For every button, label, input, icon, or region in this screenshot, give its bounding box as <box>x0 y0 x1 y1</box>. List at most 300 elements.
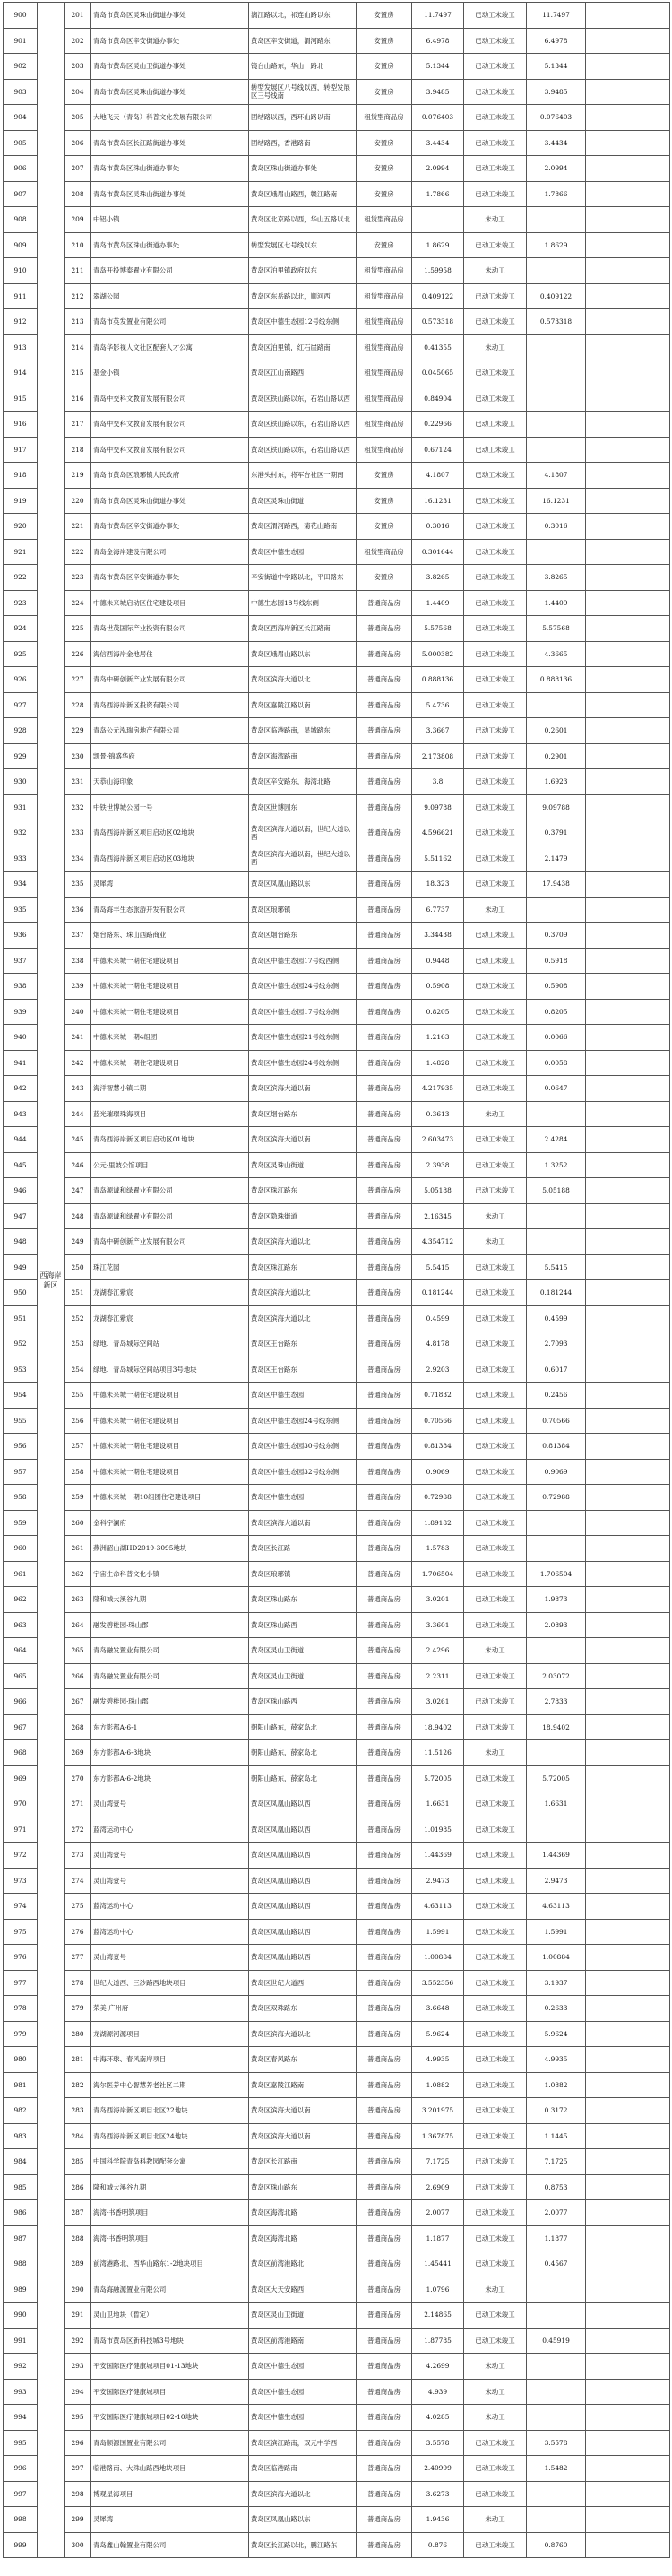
project-name: 龙湖春江紫宸 <box>91 1280 249 1306</box>
table-row <box>4 1638 670 1664</box>
project-name: 青岛市黄岛区灵珠山街道办事处 <box>91 3 249 29</box>
completed-area <box>527 386 586 412</box>
housing-type: 普通商品房 <box>357 616 412 642</box>
table-row <box>4 1561 670 1587</box>
project-name: 青岛中交科文教育发展有限公司 <box>91 412 249 438</box>
area-value: 4.596621 <box>412 820 464 846</box>
project-number: 281 <box>65 2047 91 2073</box>
project-location: 黄岛区琅琊镇 <box>249 897 357 923</box>
status: 已动工未竣工 <box>464 539 527 565</box>
completed-area: 2.1479 <box>527 846 586 872</box>
project-location: 黄岛区凤凰山路以东 <box>249 872 357 898</box>
table-row <box>4 2507 670 2533</box>
project-number: 251 <box>65 1280 91 1306</box>
project-name: 中德未来城一期住宅建设项目 <box>91 999 249 1025</box>
table-row <box>4 2405 670 2431</box>
extra-col <box>586 1485 670 1511</box>
extra-col <box>586 2021 670 2047</box>
project-number: 259 <box>65 1485 91 1511</box>
project-name: 中铝小镇 <box>91 207 249 233</box>
status: 已动工未竣工 <box>464 820 527 846</box>
completed-area <box>527 2405 586 2431</box>
housing-type: 普通商品房 <box>357 1101 412 1127</box>
table-row <box>4 2481 670 2507</box>
completed-area: 0.6017 <box>527 1357 586 1383</box>
project-number: 258 <box>65 1459 91 1485</box>
row-number: 965 <box>4 1663 38 1689</box>
status: 已动工未竣工 <box>464 1459 527 1485</box>
project-name: 青岛源诚和绿置业有限公司 <box>91 1178 249 1204</box>
project-name: 基金小镇 <box>91 360 249 386</box>
table-row <box>4 105 670 131</box>
project-number: 264 <box>65 1612 91 1638</box>
row-number: 933 <box>4 846 38 872</box>
status: 已动工未竣工 <box>464 181 527 207</box>
project-name: 海尔医养中心智慧养老社区二期 <box>91 2072 249 2098</box>
status: 已动工未竣工 <box>464 2225 527 2251</box>
extra-col <box>586 616 670 642</box>
table-row <box>4 2225 670 2251</box>
completed-area: 1.5991 <box>527 1919 586 1945</box>
housing-type: 普通商品房 <box>357 1178 412 1204</box>
area-value: 11.5126 <box>412 1740 464 1766</box>
status: 未动工 <box>464 1229 527 1255</box>
project-name: 龙湖春江紫宸 <box>91 1305 249 1331</box>
table-row <box>4 3 670 29</box>
project-number: 236 <box>65 897 91 923</box>
housing-type: 租赁型商品房 <box>357 258 412 284</box>
completed-area: 1.8629 <box>527 232 586 258</box>
table-row <box>4 1383 670 1409</box>
extra-col <box>586 2072 670 2098</box>
row-number: 904 <box>4 105 38 131</box>
project-number: 241 <box>65 1025 91 1051</box>
project-location: 黄岛区滨海大道以南 <box>249 2123 357 2149</box>
project-location: 黄岛区中德生态园 <box>249 2379 357 2405</box>
extra-col <box>586 1970 670 1996</box>
area-value: 0.573318 <box>412 309 464 335</box>
table-row <box>4 1536 670 1562</box>
housing-type: 普通商品房 <box>357 2200 412 2226</box>
table-row <box>4 2328 670 2354</box>
row-number: 970 <box>4 1791 38 1817</box>
status: 已动工未竣工 <box>464 1996 527 2022</box>
row-number: 975 <box>4 1919 38 1945</box>
extra-col <box>586 3 670 29</box>
row-number: 956 <box>4 1434 38 1460</box>
area-value: 0.71832 <box>412 1383 464 1409</box>
project-location: 黄岛区滨海大道以北 <box>249 1280 357 1306</box>
project-name: 青岛西海岸新区项目启动区02地块 <box>91 820 249 846</box>
project-location: 黄岛区东岳路以北，顺河西 <box>249 283 357 309</box>
area-value: 0.81384 <box>412 1434 464 1460</box>
project-number: 255 <box>65 1383 91 1409</box>
area-value: 3.201975 <box>412 2098 464 2124</box>
table-row <box>4 2379 670 2405</box>
extra-col <box>586 692 670 718</box>
project-location: 黄岛区中德生态园24号线东侧 <box>249 974 357 1000</box>
area-value: 3.0201 <box>412 1587 464 1613</box>
row-number: 922 <box>4 565 38 591</box>
housing-type: 普通商品房 <box>357 1025 412 1051</box>
project-number: 224 <box>65 590 91 616</box>
row-number: 913 <box>4 334 38 360</box>
table-row <box>4 2277 670 2303</box>
project-number: 210 <box>65 232 91 258</box>
row-number: 901 <box>4 28 38 54</box>
row-number: 986 <box>4 2200 38 2226</box>
project-location: 黄岛区前湾港路南 <box>249 2328 357 2354</box>
project-number: 213 <box>65 309 91 335</box>
project-name: 青岛市黄岛区灵珠山街道办事处 <box>91 181 249 207</box>
completed-area <box>527 1740 586 1766</box>
project-number: 268 <box>65 1714 91 1740</box>
row-number: 958 <box>4 1485 38 1511</box>
project-name: 青岛中研创新产业发展有限公司 <box>91 667 249 693</box>
area-value: 0.67124 <box>412 437 464 463</box>
project-number: 289 <box>65 2251 91 2277</box>
completed-area: 5.1344 <box>527 54 586 80</box>
completed-area: 9.09788 <box>527 794 586 820</box>
status: 未动工 <box>464 207 527 233</box>
status: 已动工未竣工 <box>464 488 527 514</box>
project-location: 黄岛区滨海大道以北 <box>249 1229 357 1255</box>
row-number: 935 <box>4 897 38 923</box>
housing-type: 普通商品房 <box>357 1765 412 1791</box>
extra-col <box>586 54 670 80</box>
project-location: 黄岛区凤凰山路以东 <box>249 2507 357 2533</box>
status: 未动工 <box>464 1740 527 1766</box>
row-number: 944 <box>4 1127 38 1153</box>
area-value: 0.22966 <box>412 412 464 438</box>
row-number: 976 <box>4 1945 38 1971</box>
project-name: 隆和城大溪谷九期 <box>91 2174 249 2200</box>
completed-area: 1.1445 <box>527 2123 586 2149</box>
area-value: 1.8629 <box>412 232 464 258</box>
status: 已动工未竣工 <box>464 846 527 872</box>
extra-col <box>586 1536 670 1562</box>
status: 已动工未竣工 <box>464 2251 527 2277</box>
completed-area: 4.1807 <box>527 463 586 489</box>
table-row <box>4 539 670 565</box>
area-value: 3.8 <box>412 769 464 795</box>
project-name: 青岛华影视人文社区配套人才公寓 <box>91 334 249 360</box>
project-location: 黄岛区渭河路西，菊花山路南 <box>249 514 357 540</box>
completed-area: 0.3172 <box>527 2098 586 2124</box>
housing-type: 普通商品房 <box>357 1663 412 1689</box>
row-number: 948 <box>4 1229 38 1255</box>
project-number: 207 <box>65 156 91 182</box>
project-location: 黄岛区隐珠街道 <box>249 1203 357 1229</box>
status: 已动工未竣工 <box>464 1357 527 1383</box>
row-number: 973 <box>4 1868 38 1894</box>
project-name: 东方影都A-6-2地块 <box>91 1765 249 1791</box>
table-row <box>4 974 670 1000</box>
status: 已动工未竣工 <box>464 1714 527 1740</box>
table-row <box>4 488 670 514</box>
extra-col <box>586 1843 670 1869</box>
status: 已动工未竣工 <box>464 769 527 795</box>
table-row <box>4 1817 670 1843</box>
status: 已动工未竣工 <box>464 718 527 744</box>
project-location: 黄岛区烟台路东 <box>249 923 357 949</box>
project-location: 黄岛区中德生态园21号线东侧 <box>249 1025 357 1051</box>
row-number: 937 <box>4 948 38 974</box>
completed-area <box>527 412 586 438</box>
project-location: 黄岛区中德生态园 <box>249 539 357 565</box>
project-number: 291 <box>65 2303 91 2329</box>
row-number: 905 <box>4 130 38 156</box>
project-location: 黄岛区春风路东 <box>249 2047 357 2073</box>
completed-area: 0.81384 <box>527 1434 586 1460</box>
project-number: 228 <box>65 692 91 718</box>
extra-col <box>586 1689 670 1715</box>
row-number: 999 <box>4 2532 38 2558</box>
row-number: 928 <box>4 718 38 744</box>
completed-area: 1.6631 <box>527 1791 586 1817</box>
completed-area: 3.1937 <box>527 1970 586 1996</box>
project-name: 中德未来城一期住宅建设项目 <box>91 974 249 1000</box>
project-number: 277 <box>65 1945 91 1971</box>
project-number: 222 <box>65 539 91 565</box>
area-value: 2.0077 <box>412 2200 464 2226</box>
completed-area <box>527 1536 586 1562</box>
housing-type: 普通商品房 <box>357 1127 412 1153</box>
housing-type: 安置房 <box>357 3 412 29</box>
completed-area: 1.706504 <box>527 1561 586 1587</box>
project-name: 灵犀湾 <box>91 872 249 898</box>
housing-type: 普通商品房 <box>357 2098 412 2124</box>
area-value: 5.05188 <box>412 1178 464 1204</box>
project-name: 天恭山海印象 <box>91 769 249 795</box>
table-row <box>4 2149 670 2175</box>
project-name: 平安国际医疗健康城项目 <box>91 2379 249 2405</box>
row-number: 962 <box>4 1587 38 1613</box>
completed-area: 1.3252 <box>527 1152 586 1178</box>
housing-type: 普通商品房 <box>357 692 412 718</box>
housing-type: 租赁型商品房 <box>357 334 412 360</box>
housing-type: 普通商品房 <box>357 2354 412 2380</box>
project-number: 292 <box>65 2328 91 2354</box>
area-value: 0.84904 <box>412 386 464 412</box>
extra-col <box>586 2098 670 2124</box>
project-location: 黄岛区灵珠山街道 <box>249 488 357 514</box>
extra-col <box>586 1127 670 1153</box>
housing-type: 普通商品房 <box>357 1536 412 1562</box>
extra-col <box>586 565 670 591</box>
table-row <box>4 872 670 898</box>
status: 已动工未竣工 <box>464 2072 527 2098</box>
completed-area: 0.5918 <box>527 948 586 974</box>
project-name: 海洋智慧小镇二期 <box>91 1076 249 1102</box>
project-number: 235 <box>65 872 91 898</box>
project-location: 黄岛区嘉陵江路南 <box>249 2072 357 2098</box>
status: 已动工未竣工 <box>464 309 527 335</box>
completed-area: 2.0893 <box>527 1612 586 1638</box>
area-value: 5.9624 <box>412 2021 464 2047</box>
status: 已动工未竣工 <box>464 79 527 105</box>
area-value: 4.2699 <box>412 2354 464 2380</box>
table-row <box>4 820 670 846</box>
area-value: 4.63113 <box>412 1894 464 1920</box>
completed-area: 0.0647 <box>527 1076 586 1102</box>
project-location: 黄岛区滨海大道以北 <box>249 2021 357 2047</box>
housing-type: 普通商品房 <box>357 820 412 846</box>
status: 已动工未竣工 <box>464 974 527 1000</box>
extra-col <box>586 1152 670 1178</box>
project-number: 208 <box>65 181 91 207</box>
housing-type: 普通商品房 <box>357 1919 412 1945</box>
housing-type: 普通商品房 <box>357 1305 412 1331</box>
project-name: 灵山湾壹号 <box>91 1843 249 1869</box>
project-name: 东方影都A-6-3地块 <box>91 1740 249 1766</box>
project-name: 平安国际医疗健康城项目02-10地块 <box>91 2405 249 2431</box>
project-name: 青岛市黄岛区珠山街道办事处 <box>91 232 249 258</box>
project-number: 204 <box>65 79 91 105</box>
row-number: 949 <box>4 1254 38 1280</box>
row-number: 950 <box>4 1280 38 1306</box>
extra-col <box>586 1868 670 1894</box>
project-name: 青岛中交科文教育发展有限公司 <box>91 437 249 463</box>
project-number: 287 <box>65 2200 91 2226</box>
area-value: 0.876 <box>412 2532 464 2558</box>
status: 已动工未竣工 <box>464 232 527 258</box>
project-number: 272 <box>65 1817 91 1843</box>
project-location: 黄岛区临港路南 <box>249 2456 357 2482</box>
housing-type: 安置房 <box>357 54 412 80</box>
project-name: 燕洲韶山湖HD2019-3095地块 <box>91 1536 249 1562</box>
project-location: 黄岛区海湾北路 <box>249 2200 357 2226</box>
area-value: 3.3667 <box>412 718 464 744</box>
area-value: 4.939 <box>412 2379 464 2405</box>
project-name: 龙湖源河源项目 <box>91 2021 249 2047</box>
project-number: 276 <box>65 1919 91 1945</box>
project-number: 226 <box>65 641 91 667</box>
project-name: 临港路南、大珠山路西地块项目 <box>91 2456 249 2482</box>
extra-col <box>586 1587 670 1613</box>
project-location: 黄岛区珠山路西 <box>249 1689 357 1715</box>
project-name: 中德未来城一期住宅建设项目 <box>91 948 249 974</box>
project-location: 黄岛区峨眉山路西，赣江路南 <box>249 181 357 207</box>
project-location: 黄岛区烟台路东 <box>249 1101 357 1127</box>
row-number: 903 <box>4 79 38 105</box>
project-location: 黄岛区长江路以北，鹏江路东 <box>249 2532 357 2558</box>
row-number: 910 <box>4 258 38 284</box>
table-row <box>4 437 670 463</box>
status: 已动工未竣工 <box>464 1561 527 1587</box>
status: 已动工未竣工 <box>464 1663 527 1689</box>
table-row <box>4 1612 670 1638</box>
status: 未动工 <box>464 1638 527 1664</box>
project-location: 黄岛区滨海大道以南 <box>249 1076 357 1102</box>
project-location: 转型发展区八号线以西，转型发展区三号线南 <box>249 79 357 105</box>
row-number: 900 <box>4 3 38 29</box>
area-value: 5.000382 <box>412 641 464 667</box>
extra-col <box>586 1357 670 1383</box>
project-number: 214 <box>65 334 91 360</box>
completed-area: 3.8265 <box>527 565 586 591</box>
housing-type: 安置房 <box>357 232 412 258</box>
project-name: 中德未来城一期住宅建设项目 <box>91 1434 249 1460</box>
row-number: 912 <box>4 309 38 335</box>
row-number: 957 <box>4 1459 38 1485</box>
project-name: 金科宇澜府 <box>91 1510 249 1536</box>
project-name: 融发碧桂园·珠山郡 <box>91 1689 249 1715</box>
table-row <box>4 1996 670 2022</box>
housing-type: 安置房 <box>357 565 412 591</box>
completed-area: 2.7833 <box>527 1689 586 1715</box>
status: 已动工未竣工 <box>464 1331 527 1357</box>
completed-area: 0.8760 <box>527 2532 586 2558</box>
status: 已动工未竣工 <box>464 386 527 412</box>
row-number: 907 <box>4 181 38 207</box>
completed-area: 1.00884 <box>527 1945 586 1971</box>
housing-type: 普通商品房 <box>357 1561 412 1587</box>
extra-col <box>586 897 670 923</box>
completed-area <box>527 258 586 284</box>
project-location: 黄岛区滨海大道以北 <box>249 667 357 693</box>
project-number: 248 <box>65 1203 91 1229</box>
extra-col <box>586 820 670 846</box>
status: 已动工未竣工 <box>464 3 527 29</box>
project-number: 202 <box>65 28 91 54</box>
project-number: 219 <box>65 463 91 489</box>
project-number: 288 <box>65 2225 91 2251</box>
housing-type: 安置房 <box>357 181 412 207</box>
status: 已动工未竣工 <box>464 1536 527 1562</box>
area-value: 5.1344 <box>412 54 464 80</box>
area-value: 2.14865 <box>412 2303 464 2329</box>
project-location: 黄岛区珠江路东 <box>249 1254 357 1280</box>
extra-col <box>586 1331 670 1357</box>
project-name: 青岛金海岸建设有限公司 <box>91 539 249 565</box>
row-number: 939 <box>4 999 38 1025</box>
completed-area <box>527 1638 586 1664</box>
housing-type: 普通商品房 <box>357 1587 412 1613</box>
table-row <box>4 948 670 974</box>
project-number: 218 <box>65 437 91 463</box>
table-row <box>4 1791 670 1817</box>
completed-area <box>527 897 586 923</box>
housing-type: 普通商品房 <box>357 1357 412 1383</box>
project-number: 290 <box>65 2277 91 2303</box>
project-name: 平安国际医疗健康城项目01-13地块 <box>91 2354 249 2380</box>
status: 已动工未竣工 <box>464 2430 527 2456</box>
housing-type: 普通商品房 <box>357 1331 412 1357</box>
project-number: 225 <box>65 616 91 642</box>
row-number: 966 <box>4 1689 38 1715</box>
table-row <box>4 1280 670 1306</box>
extra-col <box>586 1408 670 1434</box>
area-value: 4.9935 <box>412 2047 464 2073</box>
project-location: 黄岛区铁山路以东，石岩山路以西 <box>249 437 357 463</box>
extra-col <box>586 999 670 1025</box>
completed-area: 3.9485 <box>527 79 586 105</box>
area-value: 3.4434 <box>412 130 464 156</box>
project-location: 黄岛区珠山路东 <box>249 2174 357 2200</box>
area-value <box>412 207 464 233</box>
row-number: 938 <box>4 974 38 1000</box>
housing-type: 安置房 <box>357 514 412 540</box>
completed-area <box>527 207 586 233</box>
project-name: 世纪大道西、三沙路西地块项目 <box>91 1970 249 1996</box>
project-location: 黄岛区滨海大道以南 <box>249 1127 357 1153</box>
completed-area: 0.4599 <box>527 1305 586 1331</box>
area-value: 2.2311 <box>412 1663 464 1689</box>
area-value: 3.9485 <box>412 79 464 105</box>
housing-type: 安置房 <box>357 130 412 156</box>
completed-area: 0.8753 <box>527 2174 586 2200</box>
